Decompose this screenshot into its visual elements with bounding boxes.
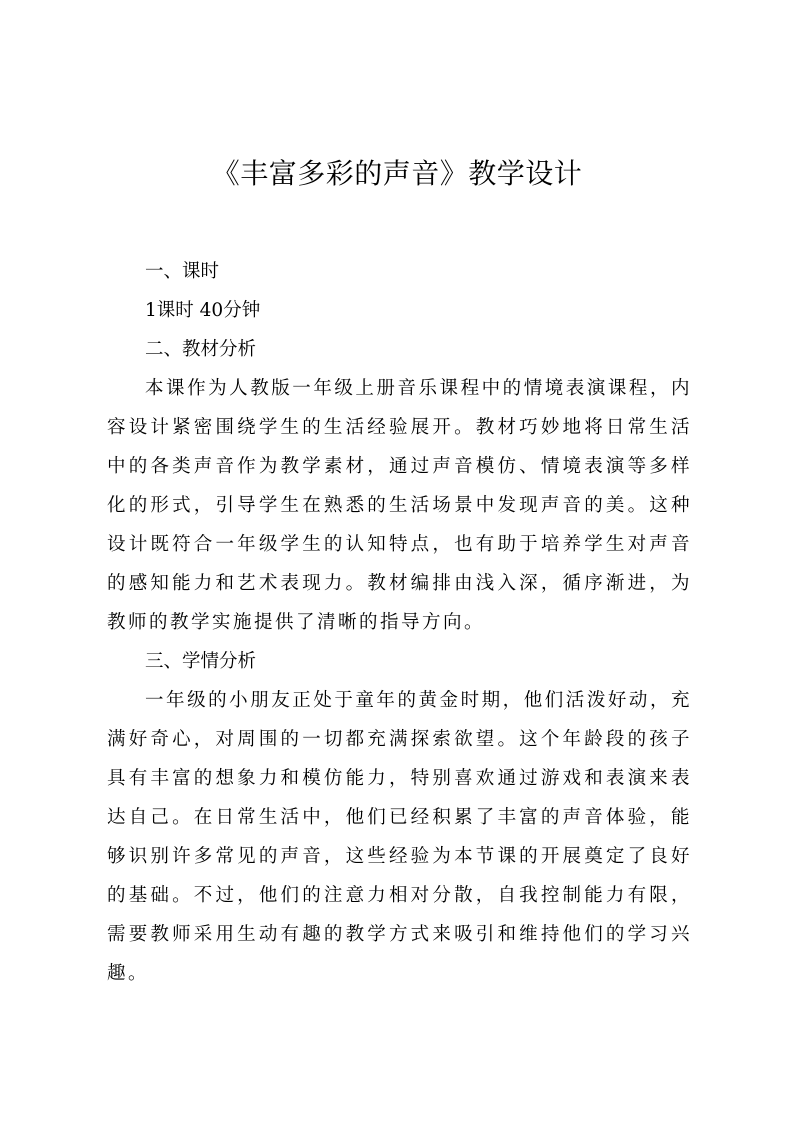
document-body [107, 252, 692, 993]
student-analysis-paragraph: 一年级的小朋友正处于童年的黄金时期，他们活泼好动，充满好奇心，对周围的一切都充满探索欲望。这个年龄段的孩子具有丰富的想象力和模仿能力，特别喜欢通过游戏和表演来表达自己。在日常生活中，他们已经积累了丰富的声音体验，能够识别许多常见的声音，这些经验为本节课的开展奠定了良好的基础。不过，他们的注意力相对分散，自我控制能力有限，需要教师采用生动有趣的教学方式来吸引和维持他们的学习兴趣。 [107, 690, 692, 984]
textbook-analysis-paragraph: 本课作为人教版一年级上册音乐课程中的情境表演课程，内容设计紧密围绕学生的生活经验展开。教材巧妙地将日常生活中的各类声音作为教学素材，通过声音模仿、情境表演等多样化的形式，引导学生在熟悉的生活场景中发现声音的美。这种设计既符合一年级学生的认知特点，也有助于培养学生对声音的感知能力和艺术表现力。教材编排由浅入深，循序渐进，为教师的教学实施提供了清晰的指导方向。 [107, 378, 692, 633]
section-heading-class-hours: 一、课时 [145, 261, 220, 282]
section-heading-textbook-analysis: 二、教材分析 [145, 339, 257, 360]
document-title: 《丰富多彩的声音》教学设计 [211, 157, 583, 190]
section-heading-student-analysis: 三、学情分析 [145, 651, 257, 672]
class-hours-text: 1课时 40分钟 [145, 300, 261, 321]
